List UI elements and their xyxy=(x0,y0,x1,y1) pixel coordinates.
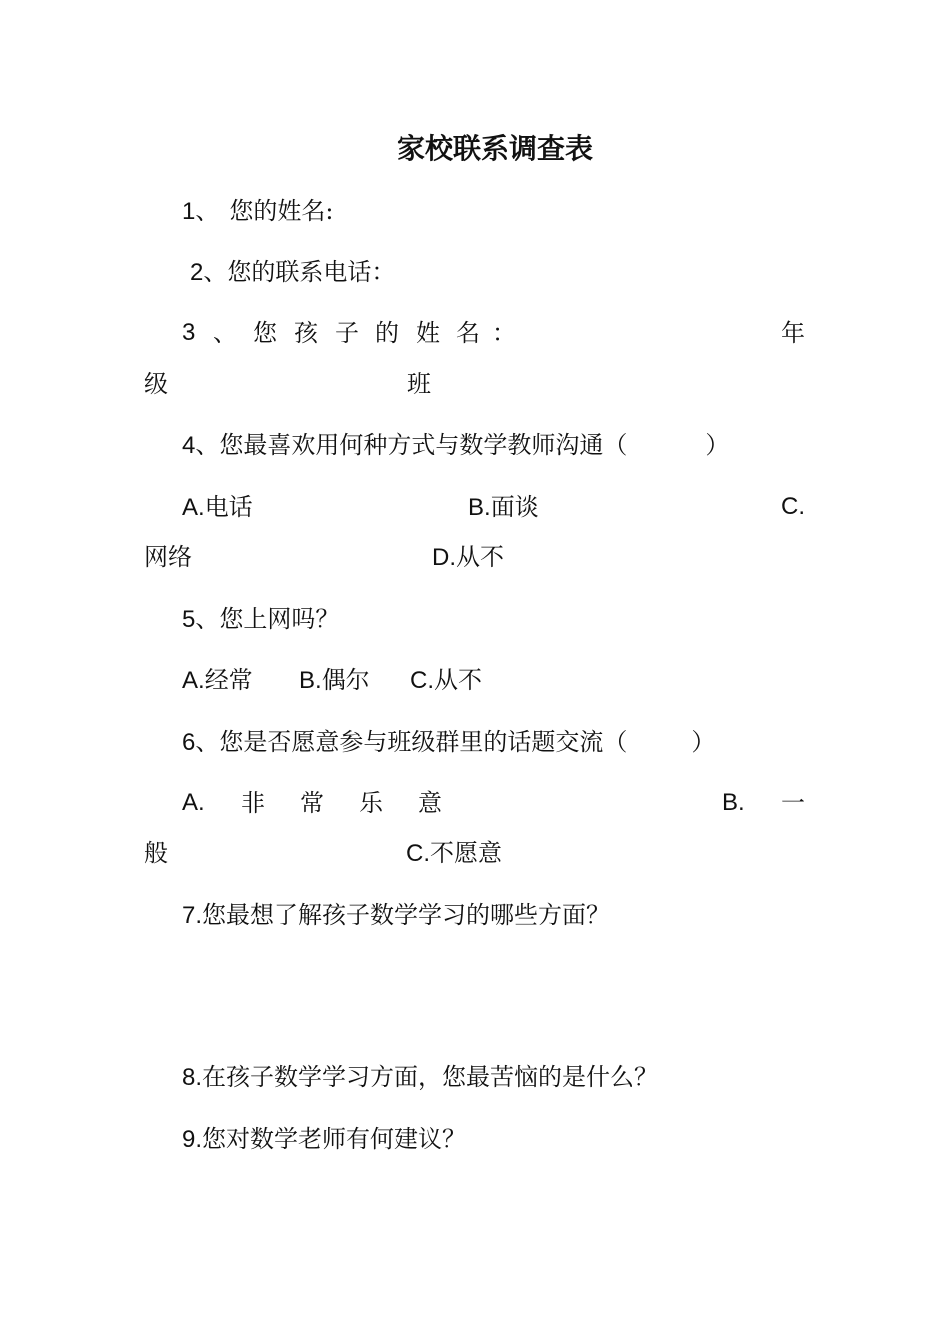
option-text: 不愿意 xyxy=(430,839,502,867)
option-text: 偶尔 xyxy=(321,666,370,694)
question-char: ： xyxy=(492,319,516,347)
option-letter: B. xyxy=(299,667,322,694)
question-8 xyxy=(182,1062,658,1093)
survey-title: 家校联系调查表 xyxy=(396,132,593,165)
option-c-letter: C. xyxy=(781,493,805,520)
question-char: 的 xyxy=(375,319,399,347)
option-char: 意 xyxy=(418,789,442,817)
option-letter: C. xyxy=(406,840,430,867)
question-text: 您对数学老师有何建议？ xyxy=(202,1125,467,1153)
question-char: 您 xyxy=(253,319,277,347)
option-c xyxy=(406,838,502,869)
option-b xyxy=(299,665,370,696)
question-text: 您是否愿意参与班级群里的话题交流（ xyxy=(219,728,628,756)
option-a xyxy=(182,665,253,696)
question-number: 9. xyxy=(182,1126,203,1153)
option-letter: B. xyxy=(722,789,745,816)
option-letter: C. xyxy=(410,667,434,694)
option-letter: A. xyxy=(182,667,205,694)
question-text: 您上网吗？ xyxy=(219,605,340,633)
question-5 xyxy=(182,604,339,635)
close-paren: ） xyxy=(705,431,730,459)
question-char: 名 xyxy=(456,319,480,347)
question-char: 、 xyxy=(213,319,237,347)
option-char: 常 xyxy=(300,789,324,817)
option-letter: A. xyxy=(182,789,205,816)
question-1 xyxy=(182,196,333,227)
question-number: 1、 xyxy=(182,198,220,225)
question-text: 您的联系电话： xyxy=(227,258,396,286)
question-text: 您最喜欢用何种方式与数学教师沟通（ xyxy=(219,431,628,459)
question-char: 孩 xyxy=(294,319,318,347)
option-char: 非 xyxy=(241,789,265,817)
option-char: 乐 xyxy=(359,789,383,817)
question-char: 子 xyxy=(335,319,359,347)
question-number: 7. xyxy=(182,902,203,929)
option-text: 电话 xyxy=(204,493,253,521)
question-number: 8. xyxy=(182,1064,203,1091)
question-6 xyxy=(182,727,715,758)
option-char: 一 xyxy=(781,789,805,817)
class-label: 班 xyxy=(407,370,431,398)
question-number: 3 xyxy=(182,319,196,346)
grade-label: 年 xyxy=(781,319,805,347)
option-text: 面谈 xyxy=(490,493,539,521)
option-letter: B. xyxy=(468,494,491,521)
question-number: 2、 xyxy=(190,259,228,286)
question-number: 5、 xyxy=(182,606,220,633)
question-number: 6、 xyxy=(182,729,220,756)
option-b xyxy=(468,492,539,523)
question-9 xyxy=(182,1124,466,1155)
option-text: 经常 xyxy=(204,666,253,694)
question-text: 在孩子数学学习方面，您最苦恼的是什么？ xyxy=(202,1063,659,1091)
option-c xyxy=(410,665,482,696)
question-7 xyxy=(182,900,610,931)
close-paren: ） xyxy=(691,728,716,756)
grade-label: 级 xyxy=(144,370,168,398)
option-d xyxy=(432,542,504,573)
question-text: 您最想了解孩子数学学习的哪些方面？ xyxy=(202,901,611,929)
question-4 xyxy=(182,430,729,461)
option-char: 般 xyxy=(144,839,168,867)
option-c-text: 网络 xyxy=(144,543,192,571)
option-letter: A. xyxy=(182,494,205,521)
option-a xyxy=(182,492,253,523)
option-letter: D. xyxy=(432,544,456,571)
question-2 xyxy=(190,257,395,288)
question-char: 姓 xyxy=(416,319,440,347)
option-text: 从不 xyxy=(456,543,504,571)
question-text: 您的姓名: xyxy=(229,197,334,225)
question-number: 4、 xyxy=(182,432,220,459)
option-text: 从不 xyxy=(434,666,482,694)
